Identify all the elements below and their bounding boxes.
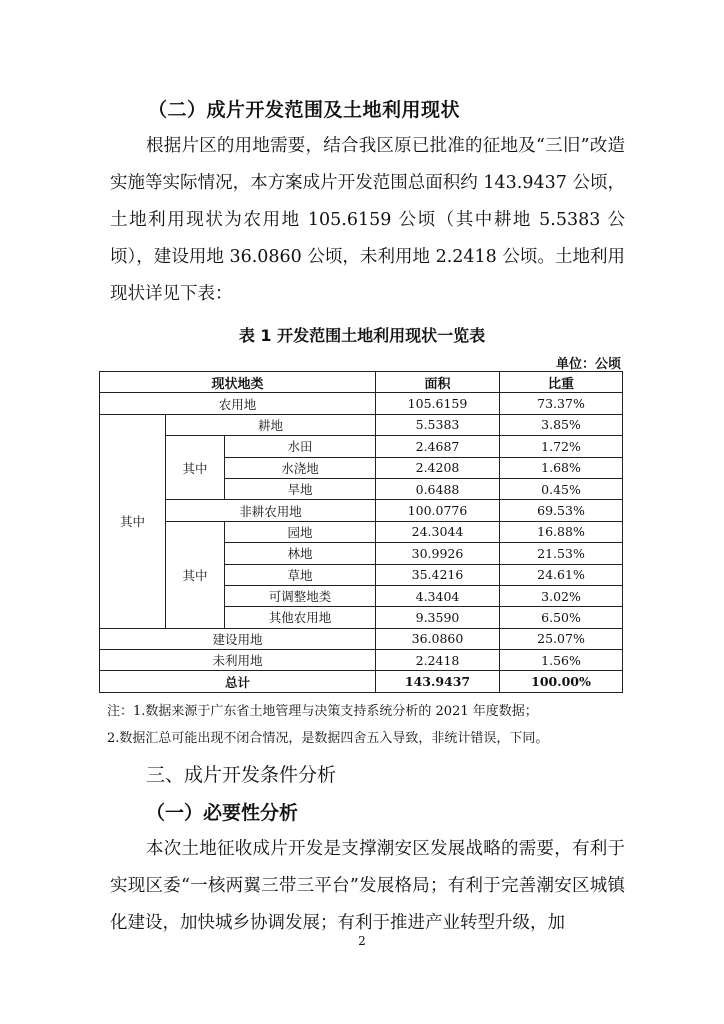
row-ratio: 21.53% bbox=[500, 543, 623, 564]
row-area: 4.3404 bbox=[376, 585, 500, 606]
paragraph-land-status: 根据片区的用地需要，结合我区原已批准的征地及“三旧”改造实施等实际情况，本方案成片开发范围总面积约 143.9437 公顷，土地利用现状为农用地 105.6159 公顷（其中耕地 5.5383 公顷），建设用地 36.0860 公顷，未利用地 2.2418 公顷。土地利用现状详见下表： bbox=[110, 136, 625, 304]
row-label: 建设用地 bbox=[100, 628, 376, 649]
row-label: 草地 bbox=[225, 564, 376, 585]
subgroup-label-qizhong: 其中 bbox=[166, 521, 225, 628]
row-area: 9.3590 bbox=[376, 607, 500, 628]
row-area: 30.9926 bbox=[376, 543, 500, 564]
table-row bbox=[100, 628, 623, 649]
row-label: 非耕农用地 bbox=[166, 500, 376, 521]
land-use-table bbox=[99, 371, 623, 693]
row-ratio: 24.61% bbox=[500, 564, 623, 585]
table-unit: 单位：公顷 bbox=[555, 357, 621, 372]
row-area: 2.4687 bbox=[376, 436, 500, 457]
table-row bbox=[100, 393, 623, 414]
table-row bbox=[100, 500, 623, 521]
row-area: 5.5383 bbox=[376, 414, 500, 435]
row-ratio: 6.50% bbox=[500, 607, 623, 628]
row-area: 100.0776 bbox=[376, 500, 500, 521]
row-label: 未利用地 bbox=[100, 650, 376, 671]
total-label: 总计 bbox=[100, 671, 376, 692]
row-ratio: 0.45% bbox=[500, 478, 623, 499]
row-ratio: 1.68% bbox=[500, 457, 623, 478]
table-row bbox=[100, 650, 623, 671]
section-heading-necessity: （一）必要性分析 bbox=[146, 802, 299, 824]
row-area: 0.6488 bbox=[376, 478, 500, 499]
row-label: 其他农用地 bbox=[225, 607, 376, 628]
table-header-row bbox=[100, 372, 623, 393]
row-area: 105.6159 bbox=[376, 393, 500, 414]
row-label: 耕地 bbox=[166, 414, 376, 435]
table-row bbox=[100, 521, 623, 542]
row-label: 水田 bbox=[225, 436, 376, 457]
row-area: 2.2418 bbox=[376, 650, 500, 671]
group-label-qizhong: 其中 bbox=[100, 414, 166, 628]
row-ratio: 3.02% bbox=[500, 585, 623, 606]
row-ratio: 16.88% bbox=[500, 521, 623, 542]
table-note-1: 注：1.数据来源于广东省土地管理与决策支持系统分析的 2021 年度数据； bbox=[107, 704, 538, 719]
total-area: 143.9437 bbox=[376, 671, 500, 692]
row-ratio: 3.85% bbox=[500, 414, 623, 435]
row-label: 可调整地类 bbox=[225, 585, 376, 606]
row-label: 林地 bbox=[225, 543, 376, 564]
row-area: 36.0860 bbox=[376, 628, 500, 649]
section-heading-analysis: 三、成片开发条件分析 bbox=[146, 764, 337, 786]
header-category: 现状地类 bbox=[100, 372, 376, 393]
table-total-row bbox=[100, 671, 623, 692]
row-ratio: 69.53% bbox=[500, 500, 623, 521]
table-note-2: 2.数据汇总可能出现不闭合情况，是数据四舍五入导致，非统计错误，下同。 bbox=[107, 731, 549, 746]
section-heading-scope: （二）成片开发范围及土地利用现状 bbox=[148, 99, 461, 121]
row-label: 园地 bbox=[225, 521, 376, 542]
row-ratio: 25.07% bbox=[500, 628, 623, 649]
total-ratio: 100.00% bbox=[500, 671, 623, 692]
paragraph-necessity: 本次土地征收成片开发是支撑潮安区发展战略的需要，有利于实现区委“一核两翼三带三平台”发展格局；有利于完善潮安区城镇化建设，加快城乡协调发展；有利于推进产业转型升级，加 bbox=[110, 839, 625, 933]
row-ratio: 73.37% bbox=[500, 393, 623, 414]
header-ratio: 比重 bbox=[500, 372, 623, 393]
row-label: 农用地 bbox=[100, 393, 376, 414]
header-area: 面积 bbox=[376, 372, 500, 393]
table-row bbox=[100, 414, 623, 435]
table-title: 表 1 开发范围土地利用现状一览表 bbox=[238, 326, 486, 345]
row-area: 35.4216 bbox=[376, 564, 500, 585]
row-area: 24.3044 bbox=[376, 521, 500, 542]
row-area: 2.4208 bbox=[376, 457, 500, 478]
row-ratio: 1.72% bbox=[500, 436, 623, 457]
row-label: 旱地 bbox=[225, 478, 376, 499]
row-label: 水浇地 bbox=[225, 457, 376, 478]
row-ratio: 1.56% bbox=[500, 650, 623, 671]
table-row bbox=[100, 436, 623, 457]
page-number: 2 bbox=[358, 934, 366, 948]
subgroup-label-qizhong: 其中 bbox=[166, 436, 225, 500]
